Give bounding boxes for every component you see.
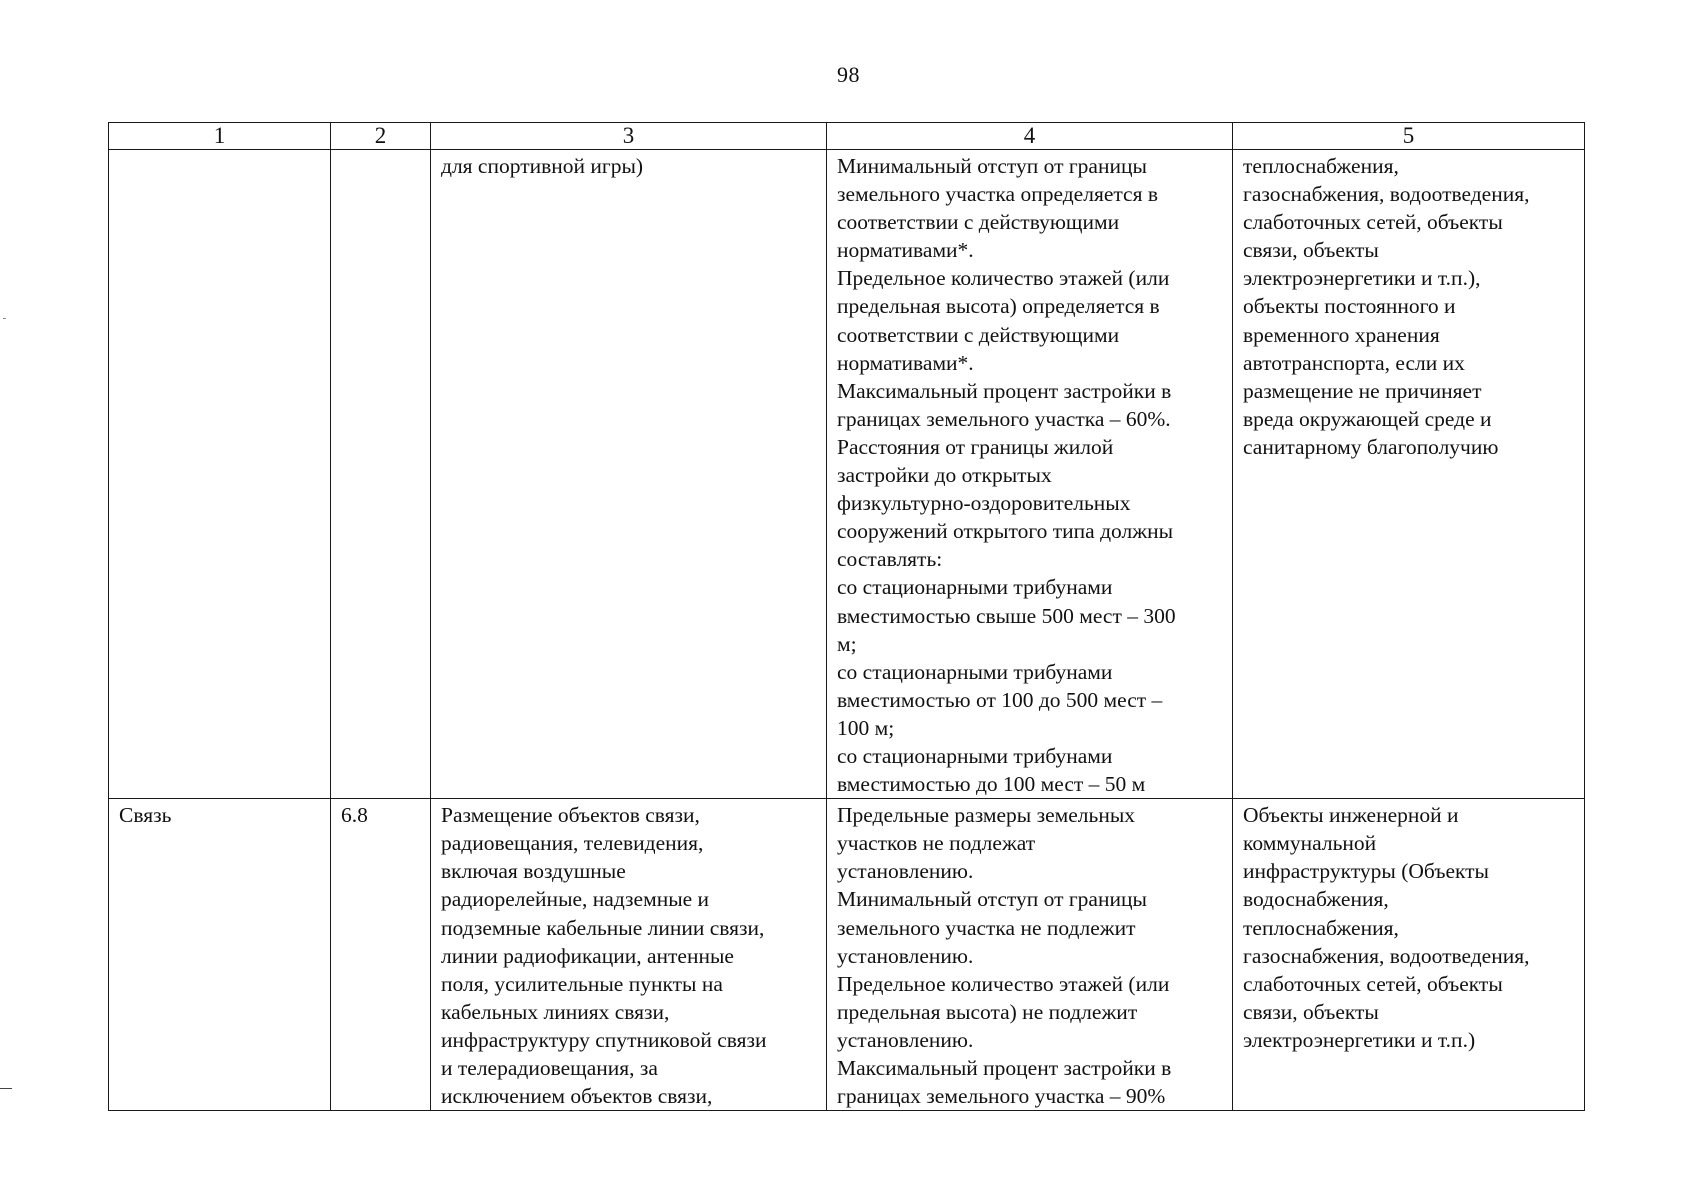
auxiliary-objects-cell: теплоснабжения, газоснабжения, водоотведения, слаботочных сетей, объекты связи, объекты электроэнергетики и т.п.), объекты постоянного и временного хранения автотранспорта, если их размещение не причиняет вреда окружающей среде и санитарному благополучию	[1233, 150, 1585, 799]
regulations-table	[108, 122, 1585, 1111]
use-type-name-cell	[109, 150, 331, 799]
parameters-cell: Минимальный отступ от границы земельного участка определяется в соответствии с действующими нормативами*. Предельное количество этажей (или предельная высота) определяется в соответствии с действующими нормативами*. Максимальный процент застройки в границах земельного участка – 60%. Расстояния от границы жилой застройки до открытых физкультурно-оздоровительных сооружений открытого типа должны составлять: со стационарными трибунами вместимостью свыше 500 мест – 300 м; со стационарными трибунами вместимостью от 100 до 500 мест – 100 м; со стационарными трибунами вместимостью до 100 мест – 50 м	[827, 150, 1233, 799]
parameters-cell: Предельные размеры земельных участков не подлежат установлению. Минимальный отступ от границы земельного участка не подлежит установлению. Предельное количество этажей (или предельная высота) не подлежит установлению. Максимальный процент застройки в границах земельного участка – 90%	[827, 799, 1233, 1111]
table-header-row	[109, 123, 1585, 150]
page-number: 98	[837, 62, 860, 87]
scan-margin-mark	[0, 1088, 12, 1089]
column-header: 2	[331, 123, 431, 150]
use-description-cell: Размещение объектов связи, радиовещания, телевидения, включая воздушные радиорелейные, надземные и подземные кабельные линии связи, линии радиофикации, антенные поля, усилительные пункты на кабельных линиях связи, инфраструктуру спутниковой связи и телерадиовещания, за исключением объектов связи,	[431, 799, 827, 1111]
table-row	[109, 150, 1585, 799]
column-header: 3	[431, 123, 827, 150]
table-row	[109, 799, 1585, 1111]
auxiliary-objects-cell: Объекты инженерной и коммунальной инфраструктуры (Объекты водоснабжения, теплоснабжения, газоснабжения, водоотведения, слаботочных сетей, объекты связи, объекты электроэнергетики и т.п.)	[1233, 799, 1585, 1111]
use-type-code-cell	[331, 150, 431, 799]
use-type-code-cell: 6.8	[331, 799, 431, 1111]
column-header: 4	[827, 123, 1233, 150]
use-description-cell: для спортивной игры)	[431, 150, 827, 799]
use-type-name-cell: Связь	[109, 799, 331, 1111]
column-header: 1	[109, 123, 331, 150]
scan-margin-dot	[3, 318, 6, 319]
column-header: 5	[1233, 123, 1585, 150]
